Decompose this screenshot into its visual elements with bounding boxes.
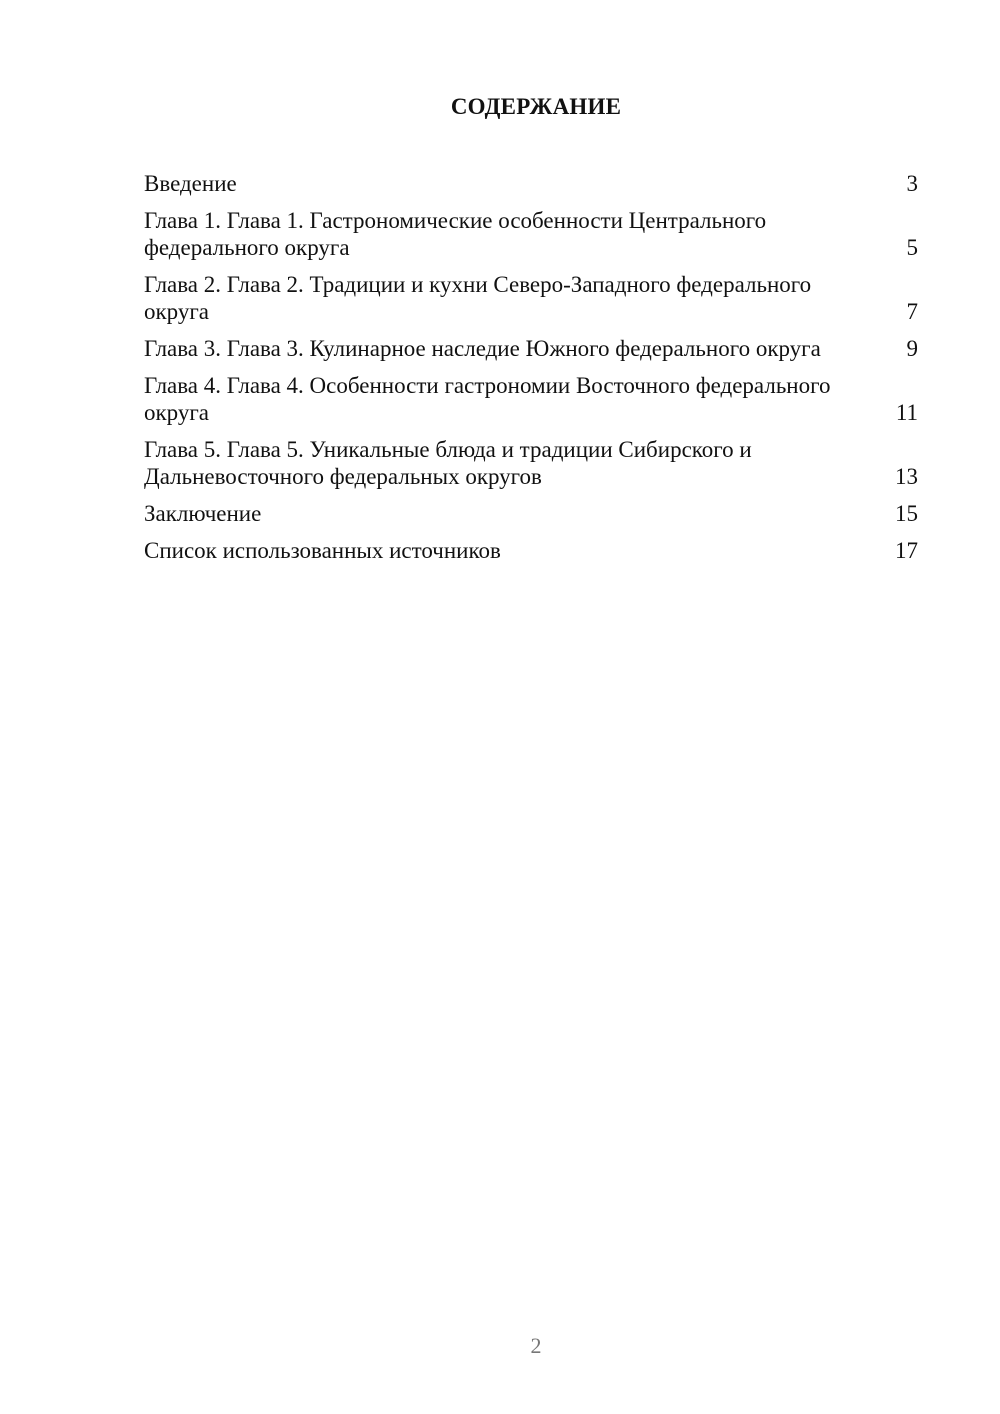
toc-entry-chapter-1: [144, 207, 918, 261]
toc-entry-page: 5: [906, 235, 918, 260]
toc-entry-chapter-5: [144, 436, 918, 490]
toc-entry-page: 13: [895, 464, 918, 489]
toc-entry-conclusion: [144, 500, 918, 527]
toc-entry-label: Глава 5. Глава 5. Уникальные блюда и традиции Сибирского и Дальневосточного федеральных округов: [144, 437, 752, 489]
toc-entry-page: 3: [906, 171, 918, 196]
toc-entry-label: Глава 2. Глава 2. Традиции и кухни Северо-Западного федерального округа: [144, 272, 812, 324]
toc-entry-label: Заключение: [144, 501, 262, 526]
toc-entry-label: Глава 1. Глава 1. Гастрономические особенности Центрального федерального округа: [144, 208, 767, 260]
toc-entry-introduction: [144, 170, 918, 197]
toc-entry-page: 9: [906, 336, 918, 361]
toc-entry-chapter-3: [144, 335, 918, 362]
toc-entry-chapter-4: [144, 372, 918, 426]
page-number: 2: [530, 1333, 542, 1358]
toc-entry-page: 11: [895, 400, 918, 425]
table-of-contents: [144, 170, 918, 574]
toc-entry-references: [144, 537, 918, 564]
page-title: СОДЕРЖАНИЕ: [450, 94, 622, 119]
toc-entry-label: Список использованных источников: [144, 538, 501, 563]
toc-entry-page: 7: [906, 299, 918, 324]
toc-entry-page: 15: [895, 501, 918, 526]
toc-entry-page: 17: [895, 538, 918, 563]
toc-entry-chapter-2: [144, 271, 918, 325]
toc-entry-label: Глава 3. Глава 3. Кулинарное наследие Южного федерального округа: [144, 336, 821, 361]
toc-entry-label: Глава 4. Глава 4. Особенности гастрономии Восточного федерального округа: [144, 373, 831, 425]
toc-entry-label: Введение: [144, 171, 237, 196]
